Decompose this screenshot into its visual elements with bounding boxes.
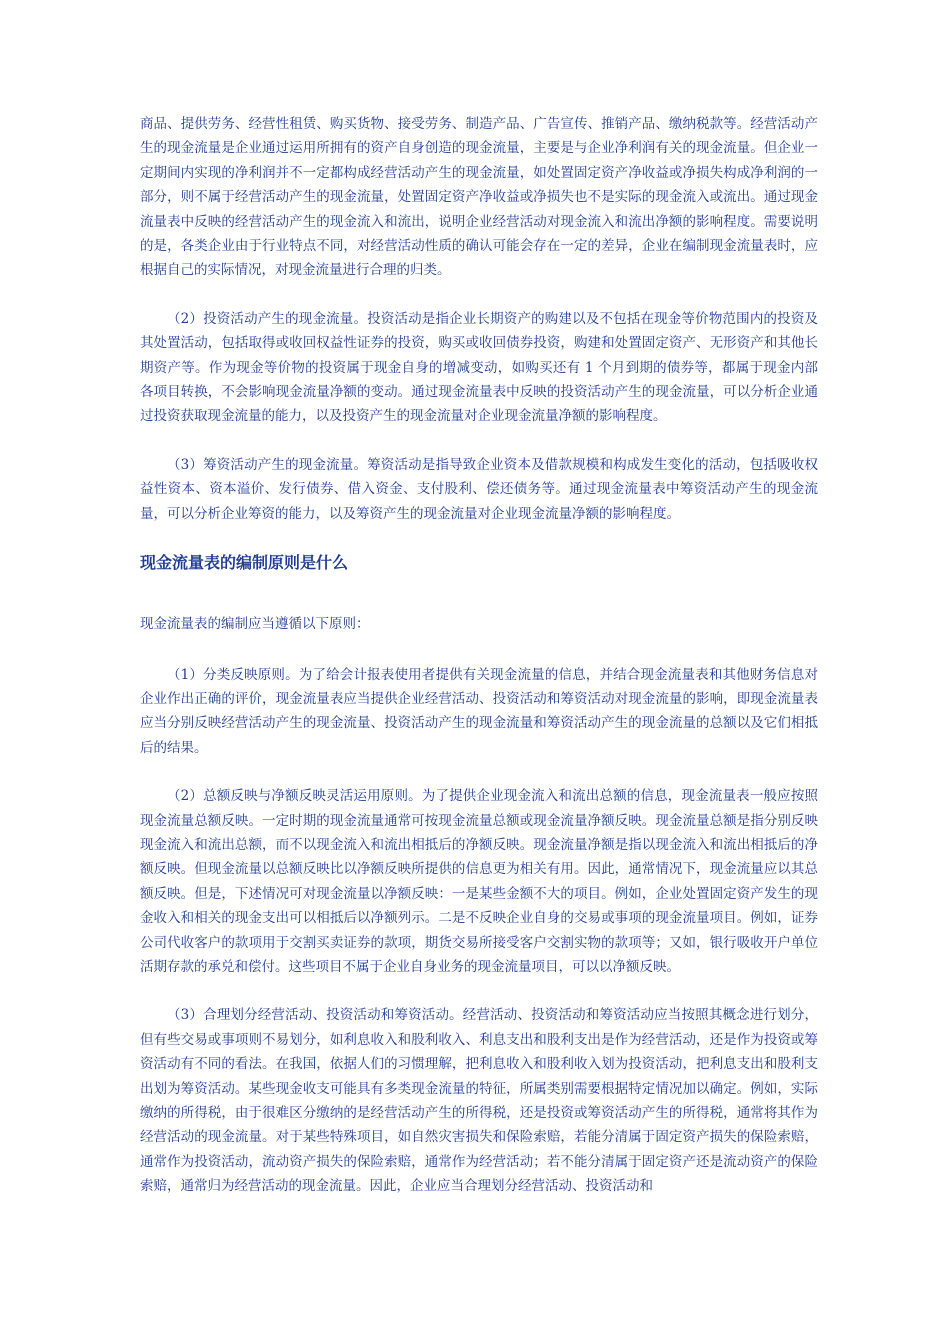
paragraph-spacer [140,576,818,612]
paragraph-principle-classification: （1）分类反映原则。为了给会计报表使用者提供有关现金流量的信息，并结合现金流量表和其他财务信息对企业作出正确的评价，现金流量表应当提供企业经营活动、投资活动和筹资活动对现金流量的影响，即现金流量表应当分别反映经营活动产生的现金流量、投资活动产生的现金流量和筹资活动产生的现金流量的总额以及它们相抵后的结果。 [140,666,818,756]
paragraph-principle-division: （3）合理划分经营活动、投资活动和筹资活动。经营活动、投资活动和筹资活动应当按照其概念进行划分，但有些交易或事项则不易划分，如利息收入和股利收入、利息支出和股利支出是作为经营活动，还是作为投资或筹资活动有不同的看法。在我国，依据人们的习惯理解，把利息收入和股利收入划为投资活动，把利息支出和股利支出划为筹资活动。某些现金收支可能具有多类现金流量的特征，所属类别需要根据特定情况加以确定。例如，实际缴纳的所得税，由于很难区分缴纳的是经营活动产生的所得税，还是投资或筹资活动产生的所得税，通常将其作为经营活动的现金流量。对于某些特殊项目，如自然灾害损失和保险索赔，若能分清属于固定资产损失的保险索赔，通常作为投资活动，流动资产损失的保险索赔，通常作为经营活动；若不能分清属于固定资产还是流动资产的保险索赔，通常归为经营活动的现金流量。因此，企业应当合理划分经营活动、投资活动和 [140,1007,818,1195]
section-heading: 现金流量表的编制原则是什么 [140,553,349,573]
paragraph-spacer [140,283,818,307]
paragraph-principle-gross-net: （2）总额反映与净额反映灵活运用原则。为了提供企业现金流入和流出总额的信息，现金流量表一般应按照现金流量总额反映。一定时期的现金流量通常可按现金流量总额或现金流量净额反映。现金流量总额是指分别反映现金流入和流出总额，而不以现金流入和流出相抵后的净额反映。现金流量净额是指以现金流入和流出相抵后的净额反映。但现金流量以总额反映比以净额反映所提供的信息更为相关有用。因此，通常情况下，现金流量应以其总额反映。但是，下述情况可对现金流量以净额反映：一是某些金额不大的项目。例如，企业处置固定资产发生的现金收入和相关的现金支出可以相抵后以净额列示。二是不反映企业自身的交易或事项的现金流量项目。例如，证券公司代收客户的款项用于交割买卖证券的款项，期货交易所接受客户交割实物的款项等；又如，银行吸收开户单位活期存款的承兑和偿付。这些项目不属于企业自身业务的现金流量项目，可以以净额反映。 [140,788,818,975]
paragraph-spacer [140,760,818,784]
paragraph-spacer [140,637,818,663]
paragraph-financing-activities: （3）筹资活动产生的现金流量。筹资活动是指导致企业资本及借款规模和构成发生变化的活动，包括吸收权益性资本、资本溢价、发行债券、借入资金、支付股利、偿还债务等。通过现金流量表中筹资活动产生的现金流量，可以分析企业筹资的能力，以及筹资产生的现金流量对企业现金流量净额的影响程度。 [140,456,818,522]
paragraph-spacer [140,429,818,453]
paragraph-spacer [140,979,818,1003]
paragraph-investing-activities: （2）投资活动产生的现金流量。投资活动是指企业长期资产的购建以及不包括在现金等价物范围内的投资及其处置活动，包括取得或收回权益性证券的投资，购买或收回债券投资，购建和处置固定资产、无形资产和其他长期资产等。作为现金等价物的投资属于现金自身的增减变动，如购买还有 1 个月到期的债券等，都属于现金内部各项目转换，不会影响现金流量净额的变动。通过现金流量表中反映的投资活动产生的现金流量，可以分析企业通过投资获取现金流量的能力，以及投资产生的现金流量对企业现金流量净额的影响程度。 [140,310,818,425]
paragraph-principles-intro: 现金流量表的编制应当遵循以下原则： [140,616,370,633]
paragraph-spacer [140,526,818,550]
paragraph-operating-activities-cont: 商品、提供劳务、经营性租赁、购买货物、接受劳务、制造产品、广告宣传、推销产品、缴纳税款等。经营活动产生的现金流量是企业通过运用所拥有的资产自身创造的现金流量，主要是与企业净利润有关的现金流量。但企业一定期间内实现的净利润并不一定都构成经营活动产生的现金流量，如处置固定资产净收益或净损失构成净利润的一部分，则不属于经营活动产生的现金流量，处置固定资产净收益或净损失也不是实际的现金流入或流出。通过现金流量表中反映的经营活动产生的现金流入和流出，说明企业经营活动对现金流入和流出净额的影响程度。需要说明的是，各类企业由于行业特点不同，对经营活动性质的确认可能会存在一定的差异，企业在编制现金流量表时，应根据自己的实际情况，对现金流量进行合理的归类。 [140,116,818,279]
document-body [140,112,818,1199]
